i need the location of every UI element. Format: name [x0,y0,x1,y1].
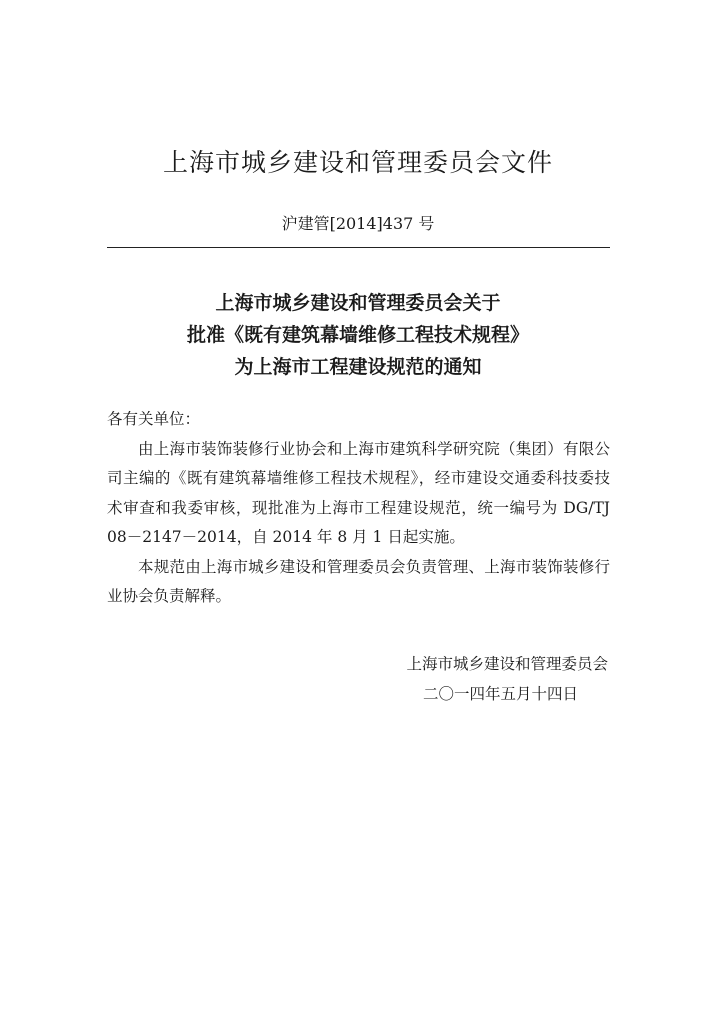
signature-issuer: 上海市城乡建设和管理委员会 [406,655,608,673]
body-paragraph-1: 由上海市装饰装修行业协会和上海市建筑科学研究院（集团）有限公司主编的《既有建筑幕墙维修工程技术规程》，经市建设交通委科技委技术审查和我委审核，现批准为上海市工程建设规范，统一编号为 DG/TJ 08－2147－2014，自 2014 年 8 月 1 日起实施。 [107,439,610,546]
document-number: 沪建管[2014]437 号 [281,214,435,233]
notice-title [0,287,716,383]
body-paragraph-2: 本规范由上海市城乡建设和管理委员会负责管理、上海市装饰装修行业协会负责解释。 [107,557,610,605]
signature-date: 二〇一四年五月十四日 [422,684,578,703]
notice-body [107,405,610,612]
header-divider [107,247,610,248]
notice-title-line-3: 为上海市工程建设规范的通知 [234,356,482,378]
signature-block [107,650,610,709]
notice-title-line-2: 批准《既有建筑幕墙维修工程技术规程》 [186,324,529,346]
salutation: 各有关单位： [107,410,201,428]
issuing-authority-header: 上海市城乡建设和管理委员会文件 [162,148,553,177]
notice-title-line-1: 上海市城乡建设和管理委员会关于 [215,292,501,314]
